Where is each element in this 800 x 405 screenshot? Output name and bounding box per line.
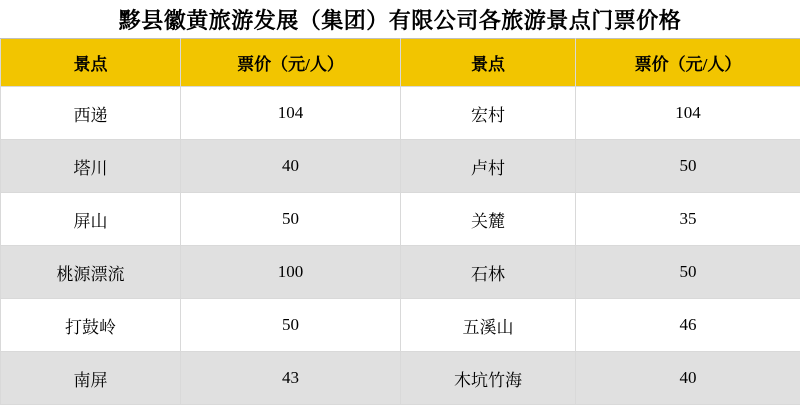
table-row xyxy=(1,246,800,299)
cell-price-left: 100 xyxy=(181,246,401,299)
cell-price-right: 46 xyxy=(576,299,800,352)
page-title: 黟县徽黄旅游发展（集团）有限公司各旅游景点门票价格 xyxy=(0,0,800,38)
cell-attraction-left: 桃源漂流 xyxy=(1,246,181,299)
cell-attraction-right: 卢村 xyxy=(401,140,576,193)
column-header-price-left: 票价（元/人） xyxy=(181,39,401,87)
cell-attraction-right: 木坑竹海 xyxy=(401,352,576,405)
ticket-price-table xyxy=(0,38,800,405)
cell-attraction-left: 塔川 xyxy=(1,140,181,193)
cell-price-right: 35 xyxy=(576,193,800,246)
cell-attraction-left: 打鼓岭 xyxy=(1,299,181,352)
cell-attraction-left: 屏山 xyxy=(1,193,181,246)
table-row xyxy=(1,352,800,405)
cell-attraction-right: 石林 xyxy=(401,246,576,299)
table-row xyxy=(1,193,800,246)
cell-price-right: 40 xyxy=(576,352,800,405)
column-header-attraction-right: 景点 xyxy=(401,39,576,87)
cell-price-right: 50 xyxy=(576,246,800,299)
cell-price-right: 104 xyxy=(576,87,800,140)
cell-price-left: 50 xyxy=(181,299,401,352)
table-header xyxy=(1,39,800,87)
cell-attraction-left: 南屏 xyxy=(1,352,181,405)
cell-price-left: 43 xyxy=(181,352,401,405)
cell-attraction-left: 西递 xyxy=(1,87,181,140)
column-header-attraction-left: 景点 xyxy=(1,39,181,87)
table-header-row xyxy=(1,39,800,87)
cell-price-left: 40 xyxy=(181,140,401,193)
cell-attraction-right: 关麓 xyxy=(401,193,576,246)
cell-attraction-right: 宏村 xyxy=(401,87,576,140)
cell-price-right: 50 xyxy=(576,140,800,193)
table-body xyxy=(1,87,800,405)
cell-price-left: 50 xyxy=(181,193,401,246)
cell-attraction-right: 五溪山 xyxy=(401,299,576,352)
cell-price-left: 104 xyxy=(181,87,401,140)
column-header-price-right: 票价（元/人） xyxy=(576,39,800,87)
table-row xyxy=(1,299,800,352)
table-row xyxy=(1,87,800,140)
table-row xyxy=(1,140,800,193)
